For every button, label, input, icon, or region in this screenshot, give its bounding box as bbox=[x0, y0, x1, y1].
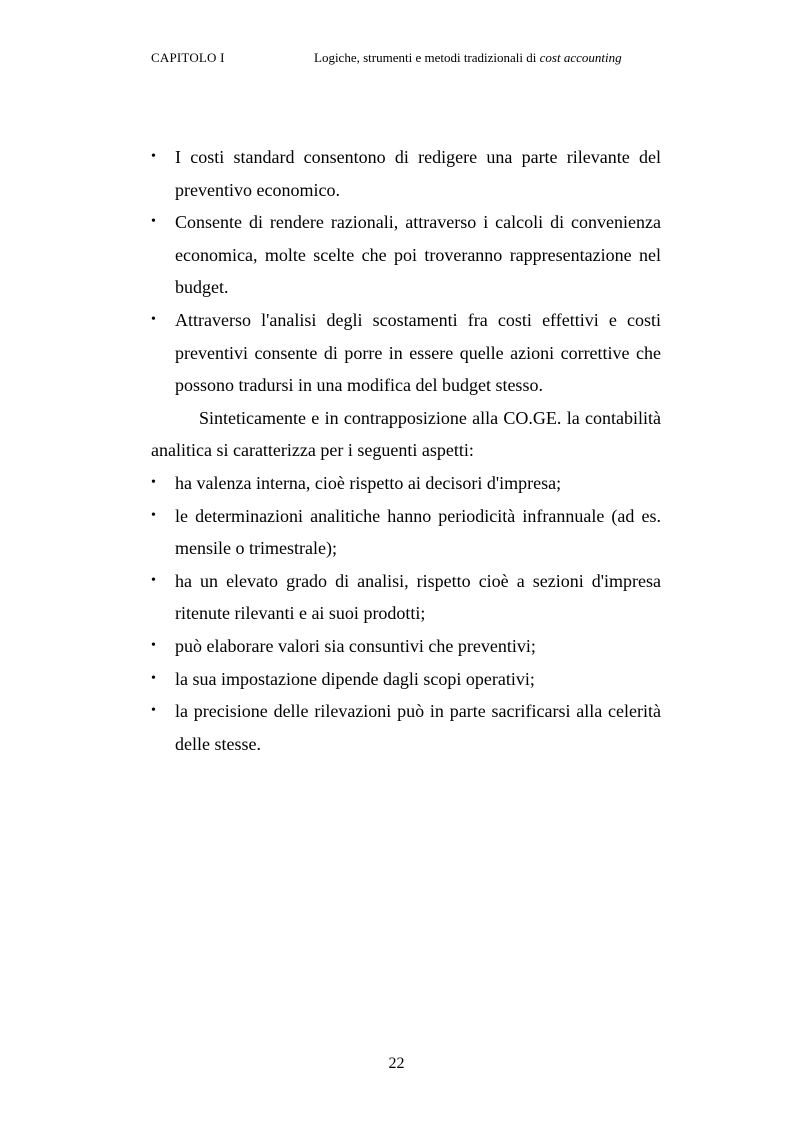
bullet-icon: • bbox=[151, 572, 156, 588]
list-item-text: Attraverso l'analisi degli scostamenti fra costi effettivi e costi preventivi consente di porre in essere quelle azioni correttive che possono tradursi in una modifica del budget stesso. bbox=[175, 309, 661, 396]
bullet-icon: • bbox=[151, 149, 156, 164]
list-item-text: I costi standard consentono di redigere una parte rilevante del preventivo economico. bbox=[175, 147, 661, 200]
bullet-icon: • bbox=[151, 703, 156, 719]
page-number: 22 bbox=[388, 1055, 405, 1072]
list-item-text: può elaborare valori sia consuntivi che preventivi; bbox=[175, 635, 536, 656]
list-item-text: la precisione delle rilevazioni può in parte sacrificarsi alla celerità delle stesse. bbox=[175, 701, 661, 754]
list-item-text: la sua impostazione dipende dagli scopi operativi; bbox=[175, 668, 535, 689]
list-item-text: ha un elevato grado di analisi, rispetto cioè a sezioni d'impresa ritenute rilevanti e ai suoi prodotti; bbox=[175, 570, 661, 624]
chapter-label: CAPITOLO I bbox=[151, 50, 225, 65]
list-item bbox=[151, 565, 661, 630]
bullet-list-aspects bbox=[151, 467, 661, 760]
bullet-icon: • bbox=[151, 507, 156, 523]
body-paragraph: Sinteticamente e in contrapposizione alla CO.GE. la contabilità analitica si caratterizza per i seguenti aspetti: bbox=[151, 407, 661, 461]
list-item bbox=[151, 630, 661, 663]
list-item bbox=[151, 206, 661, 304]
list-item bbox=[151, 304, 661, 402]
list-item bbox=[151, 695, 661, 760]
bullet-icon: • bbox=[151, 637, 156, 653]
list-item-text: le determinazioni analitiche hanno periodicità infrannuale (ad es. mensile o trimestrale); bbox=[175, 505, 661, 559]
bullet-icon: • bbox=[151, 474, 156, 490]
bullet-icon: • bbox=[151, 214, 156, 230]
running-title bbox=[314, 50, 622, 66]
list-item-text: ha valenza interna, cioè rispetto ai decisori d'impresa; bbox=[175, 472, 562, 493]
running-header bbox=[151, 50, 661, 66]
bullet-icon: • bbox=[151, 311, 156, 327]
list-item-text: Consente di rendere razionali, attraverso i calcoli di convenienza economica, molte scelte che poi troveranno rappresentazione nel budget. bbox=[175, 212, 661, 298]
list-item bbox=[151, 663, 661, 696]
list-item bbox=[151, 467, 661, 500]
running-title-italic: cost accounting bbox=[539, 50, 622, 65]
list-item bbox=[151, 141, 661, 206]
bullet-icon: • bbox=[151, 670, 156, 686]
list-item bbox=[151, 500, 661, 565]
page-body bbox=[151, 141, 661, 760]
bullet-list-budget bbox=[151, 141, 661, 402]
running-title-text: Logiche, strumenti e metodi tradizionali di bbox=[314, 50, 537, 65]
